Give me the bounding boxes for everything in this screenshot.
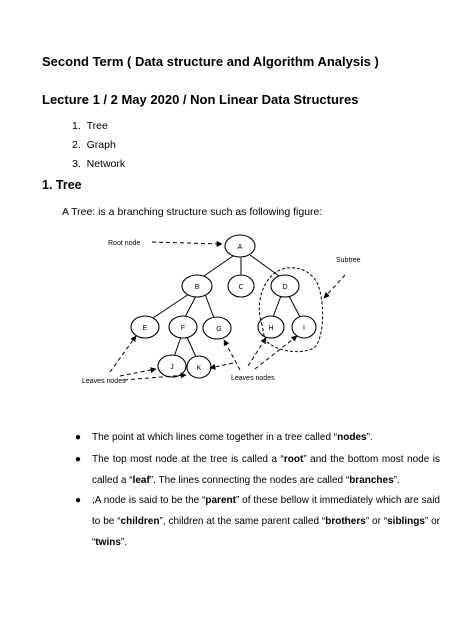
leaf-arrow (224, 340, 240, 370)
list-item-label: Graph (86, 139, 116, 151)
tree-node-label: I (303, 325, 305, 332)
root-node-arrow (152, 242, 222, 244)
tree-node-label: C (238, 284, 244, 291)
bullet-paragraph: ;A node is said to be the “parent” of these bellow it immediately which are said to be “children”, children at the same parent called “brothers” or “siblings” or “twins”. (92, 495, 441, 548)
tree-node-label: B (194, 284, 200, 291)
page-title: Second Term ( Data structure and Algorithm Analysis ) (42, 54, 379, 69)
lecture-title: Lecture 1 / 2 May 2020 / Non Linear Data Structures (42, 92, 359, 107)
bullet-paragraph: The point at which lines come together in a tree called “nodes”. (92, 432, 373, 443)
leaves-right-label: Leaves nodes (231, 375, 275, 382)
leaf-arrow (120, 369, 156, 376)
bullet-paragraph: The top most node at the tree is called a “root” and the bottom most node is called a “leaf”. The lines connecting the nodes are called “branches”. (92, 454, 441, 486)
leaf-arrow (110, 336, 136, 372)
tree-edges (153, 255, 300, 357)
subtree-arrow (324, 275, 345, 298)
list-item-number: 3. (72, 158, 81, 170)
bullet-dot: ● (75, 432, 82, 443)
tree-node-label: H (268, 325, 274, 332)
list-item-label: Tree (86, 120, 108, 132)
tree-node-label: G (216, 326, 222, 333)
list-item-number: 2. (72, 139, 81, 151)
leaf-arrow (210, 363, 233, 368)
leaves-left-label: Leaves nodes (82, 378, 126, 385)
section-intro: A Tree: is a branching structure such as following figure: (62, 206, 323, 218)
leaf-arrow (124, 375, 186, 380)
list-item-label: Network (86, 158, 126, 170)
bullet-dot: ● (75, 495, 82, 506)
subtree-label: Subtree (336, 257, 361, 264)
tree-node-label: D (282, 284, 288, 291)
root-node-label: Root node (108, 240, 141, 247)
tree-node-label: F (180, 325, 186, 332)
leaf-arrow (255, 336, 297, 369)
tree-node-label: J (170, 364, 174, 371)
tree-node-label: K (196, 365, 202, 372)
bullet-dot: ● (75, 454, 82, 465)
tree-node-label: A (237, 244, 243, 251)
list-item-number: 1. (72, 120, 81, 132)
section-heading: 1. Tree (42, 178, 82, 192)
tree-node-label: E (142, 325, 148, 332)
leaf-arrow (248, 338, 266, 366)
